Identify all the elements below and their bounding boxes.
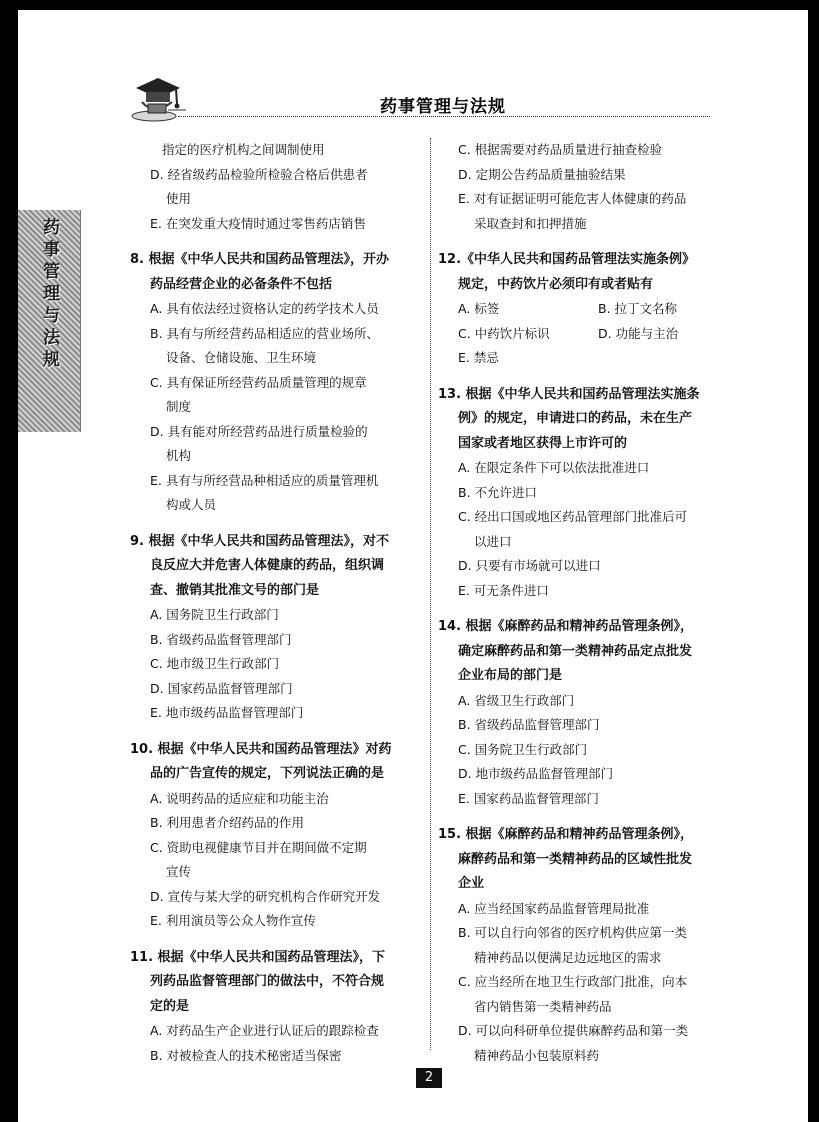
question-stem-continuation: 国家或者地区获得上市许可的 — [458, 435, 628, 451]
answer-option: A. 标签 — [458, 301, 500, 316]
answer-option: B. 省级药品监督管理部门 — [150, 631, 292, 647]
answer-option: D. 宣传与某大学的研究机构合作研究开发 — [150, 888, 381, 904]
answer-option: D. 功能与主治 — [598, 325, 679, 341]
left-column — [130, 138, 426, 1068]
side-thumb-tab — [18, 210, 81, 432]
question-stem: 14. 根据《麻醉药品和精神药品管理条例》， — [438, 619, 694, 634]
answer-option: D. 只要有市场就可以进口 — [458, 558, 601, 573]
answer-option: C. 应当经所在地卫生行政部门批准，向本 — [458, 974, 688, 989]
scan-border — [808, 0, 819, 1122]
question-stem-continuation: 药品经营企业的必备条件不包括 — [150, 276, 333, 292]
document-page — [18, 10, 808, 1122]
question-spacer — [130, 236, 426, 242]
answer-option: D. 定期公告药品质量抽验结果 — [458, 166, 626, 182]
question-stem-continuation: 列药品监督管理部门的做法中，不符合规 — [150, 974, 385, 989]
question-stem: 10. 根据《中华人民共和国药品管理法》对药 — [130, 741, 392, 757]
answer-option: A. 说明药品的适应症和功能主治 — [150, 790, 329, 806]
question-stem-continuation: 企业 — [458, 876, 485, 891]
answer-option: A. 省级卫生行政部门 — [458, 692, 575, 708]
question-stem: 11. 根据《中华人民共和国药品管理法》，下 — [130, 949, 386, 965]
text-continuation: 宣传 — [166, 864, 192, 879]
text-continuation: 制度 — [166, 399, 192, 414]
question-spacer — [130, 518, 426, 524]
text-continuation: 使用 — [166, 191, 192, 206]
question-spacer — [438, 371, 738, 377]
answer-option: C. 国务院卫生行政部门 — [458, 741, 588, 757]
question-stem-continuation: 良反应大并危害人体健康的药品，组织调 — [150, 558, 385, 573]
question-spacer — [438, 811, 738, 817]
header-divider — [178, 116, 710, 117]
answer-option: A. 对药品生产企业进行认证后的跟踪检查 — [150, 1023, 379, 1038]
question-stem: 12.《中华人民共和国药品管理法实施条例》 — [438, 252, 696, 267]
answer-option: E. 对有证据证明可能危害人体健康的药品 — [458, 191, 687, 206]
question-stem-continuation: 麻醉药品和第一类精神药品的区域性批发 — [458, 851, 693, 867]
answer-option: A. 具有依法经过资格认定的药学技术人员 — [150, 301, 379, 316]
answer-option: C. 根据需要对药品质量进行抽查检验 — [458, 142, 663, 157]
answer-option: C. 地市级卫生行政部门 — [150, 656, 280, 671]
side-tab-label: 药事管理与法规 — [39, 218, 59, 372]
answer-option: E. 地市级药品监督管理部门 — [150, 705, 304, 720]
question-stem: 13. 根据《中华人民共和国药品管理法实施条 — [438, 386, 700, 402]
answer-option: A. 国务院卫生行政部门 — [150, 607, 279, 622]
question-stem: 15. 根据《麻醉药品和精神药品管理条例》， — [438, 827, 694, 842]
answer-option: C. 中药饮片标识 — [458, 325, 550, 341]
answer-option: C. 具有保证所经营药品质量管理的规章 — [150, 374, 367, 390]
question-spacer — [438, 603, 738, 609]
answer-option: B. 省级药品监督管理部门 — [458, 717, 600, 732]
answer-option: D. 具有能对所经营药品进行质量检验的 — [150, 423, 368, 439]
text-continuation: 设备、仓储设施、卫生环境 — [166, 350, 317, 365]
answer-option: D. 经省级药品检验所检验合格后供患者 — [150, 166, 368, 182]
answer-option: A. 在限定条件下可以依法批准进口 — [458, 460, 650, 475]
answer-option: C. 资助电视健康节目并在期间做不定期 — [150, 839, 367, 855]
running-header-title: 药事管理与法规 — [380, 97, 506, 117]
question-stem-continuation: 品的广告宣传的规定，下列说法正确的是 — [150, 766, 385, 781]
answer-option: B. 可以自行向邻省的医疗机构供应第一类 — [458, 925, 688, 940]
answer-option: E. 在突发重大疫情时通过零售药店销售 — [150, 215, 366, 231]
column-divider — [430, 138, 431, 1050]
answer-option-row — [438, 322, 738, 347]
question-stem: 8. 根据《中华人民共和国药品管理法》，开办 — [130, 252, 390, 267]
question-stem-continuation: 确定麻醉药品和第一类精神药品定点批发 — [458, 643, 693, 659]
question-spacer — [130, 934, 426, 940]
answer-option: D. 国家药品监督管理部门 — [150, 680, 293, 696]
text-continuation: 构或人员 — [166, 497, 217, 512]
answer-option: E. 禁忌 — [458, 350, 499, 365]
text-continuation: 精神药品小包装原料药 — [474, 1047, 600, 1063]
question-spacer — [438, 236, 738, 242]
answer-option: B. 对被检查人的技术秘密适当保密 — [150, 1047, 342, 1063]
question-stem-continuation: 企业布局的部门是 — [458, 668, 563, 683]
answer-option: B. 具有与所经营药品相适应的营业场所、 — [150, 325, 380, 341]
text-continuation: 省内销售第一类精神药品 — [474, 998, 612, 1014]
answer-option: D. 地市级药品监督管理部门 — [458, 766, 614, 781]
answer-option: E. 利用演员等公众人物作宣传 — [150, 913, 316, 928]
text-continuation: 精神药品以便满足边远地区的需求 — [474, 949, 662, 965]
question-stem: 9. 根据《中华人民共和国药品管理法》，对不 — [130, 533, 390, 549]
answer-option: B. 利用患者介绍药品的作用 — [150, 815, 305, 830]
text-continuation: 指定的医疗机构之间调制使用 — [162, 142, 325, 157]
question-stem-continuation: 查、撤销其批准文号的部门是 — [150, 582, 320, 598]
page-number: 2 — [416, 1068, 442, 1088]
answer-option: C. 经出口国或地区药品管理部门批准后可 — [458, 509, 688, 524]
answer-option: E. 具有与所经营品种相适应的质量管理机 — [150, 472, 379, 488]
question-spacer — [130, 726, 426, 732]
answer-option: A. 应当经国家药品监督管理局批准 — [458, 900, 650, 916]
text-continuation: 以进口 — [474, 533, 512, 549]
question-stem-continuation: 定的是 — [150, 998, 190, 1014]
text-continuation: 采取查封和扣押措施 — [474, 215, 587, 231]
answer-option: E. 可无条件进口 — [458, 582, 549, 598]
answer-option-row — [438, 297, 738, 322]
answer-option: B. 拉丁文名称 — [598, 301, 678, 316]
answer-option: B. 不允许进口 — [458, 484, 538, 500]
answer-option: E. 国家药品监督管理部门 — [458, 790, 599, 806]
question-stem-continuation: 例》的规定，申请进口的药品，未在生产 — [458, 411, 693, 426]
right-column — [438, 138, 738, 1068]
answer-option: D. 可以向科研单位提供麻醉药品和第一类 — [458, 1023, 689, 1038]
text-continuation: 机构 — [166, 448, 192, 463]
question-stem-continuation: 规定，中药饮片必须印有或者贴有 — [458, 276, 654, 292]
